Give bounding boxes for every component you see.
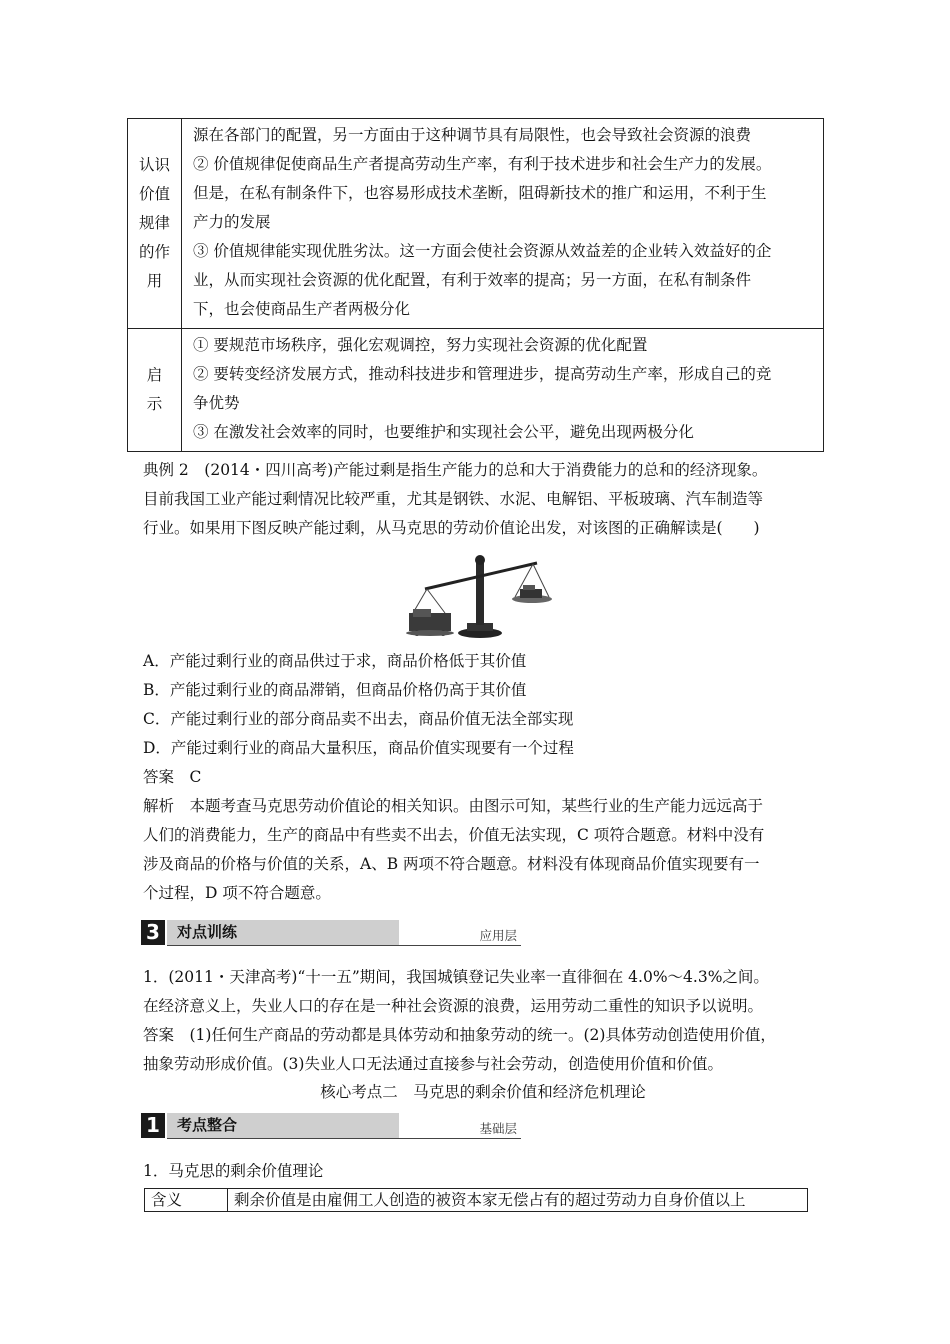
answer-options bbox=[143, 647, 823, 908]
row-label-line: 用 bbox=[146, 272, 163, 290]
content-line: ② 价值规律促使商品生产者提高劳动生产率，有利于技术进步和社会生产力的发展。 bbox=[193, 155, 772, 173]
row-label-line: 示 bbox=[146, 395, 163, 413]
item-title: 1．马克思的剩余价值理论 bbox=[143, 1162, 324, 1180]
row-label-line: 规律 bbox=[138, 214, 170, 232]
question-line: 1．(2011・天津高考)“十一五”期间，我国城镇登记失业率一直徘徊在 4.0%～4.3%之间。 bbox=[143, 968, 769, 986]
table-key-cell: 含义 bbox=[145, 1189, 228, 1212]
section-rule bbox=[167, 945, 521, 946]
value-law-table bbox=[127, 118, 824, 452]
section-header-practice bbox=[141, 920, 521, 946]
table-row bbox=[128, 119, 824, 329]
option-d: D．产能过剩行业的商品大量积压，商品价值实现要有一个过程 bbox=[143, 739, 574, 757]
content-line: ① 要规范市场秩序，强化宏观调控，努力实现社会资源的优化配置 bbox=[193, 336, 648, 354]
section-header-integration bbox=[141, 1113, 521, 1139]
question-line: 在经济意义上，失业人口的存在是一种社会资源的浪费，运用劳动二重性的知识予以说明。 bbox=[143, 997, 764, 1015]
practice-question bbox=[143, 963, 823, 1079]
row-content-inspiration bbox=[182, 329, 824, 452]
question-line: 行业。如果用下图反映产能过剩，从马克思的劳动价值论出发，对该图的正确解读是( ) bbox=[143, 519, 760, 537]
balance-scale-illustration bbox=[405, 551, 555, 639]
row-label-role bbox=[128, 119, 182, 329]
answer-line: 答案 C bbox=[143, 768, 202, 786]
table-row bbox=[128, 329, 824, 452]
content-line: 业，从而实现社会资源的优化配置，有利于效率的提高；另一方面，在私有制条件 bbox=[193, 271, 752, 289]
analysis-line: 涉及商品的价格与价值的关系，A、B 两项不符合题意。材料没有体现商品价值实现要有一 bbox=[143, 855, 760, 873]
content-line: ③ 价值规律能实现优胜劣汰。这一方面会使社会资源从效益差的企业转入效益好的企 bbox=[193, 242, 772, 260]
table-value-cell: 剩余价值是由雇佣工人创造的被资本家无偿占有的超过劳动力自身价值以上 bbox=[228, 1189, 808, 1212]
content-line: ③ 在激发社会效率的同时，也要维护和实现社会公平，避免出现两极分化 bbox=[193, 423, 694, 441]
section-title: 考点整合 bbox=[167, 1113, 399, 1138]
content-line: 争优势 bbox=[193, 394, 240, 412]
row-label-line: 认识 bbox=[138, 156, 170, 174]
question-line: 典例 2 (2014・四川高考)产能过剩是指生产能力的总和大于消费能力的总和的经济现象。 bbox=[143, 461, 768, 479]
answer-line: 答案 (1)任何生产商品的劳动都是具体劳动和抽象劳动的统一。(2)具体劳动创造使用价值， bbox=[143, 1026, 776, 1044]
row-label-line: 的作 bbox=[138, 243, 170, 261]
section-number: 3 bbox=[141, 920, 165, 945]
answer-line: 抽象劳动形成价值。(3)失业人口无法通过直接参与社会劳动，创造使用价值和价值。 bbox=[143, 1055, 723, 1073]
section-level: 应用层 bbox=[479, 928, 517, 943]
row-label-line: 启 bbox=[146, 366, 163, 384]
option-a: A．产能过剩行业的商品供过于求，商品价格低于其价值 bbox=[143, 652, 527, 670]
option-c: C．产能过剩行业的部分商品卖不出去，商品价值无法全部实现 bbox=[143, 710, 574, 728]
content-line: 但是，在私有制条件下，也容易形成技术垄断，阻碍新技术的推广和运用，不利于生 bbox=[193, 184, 767, 202]
row-label-inspiration bbox=[128, 329, 182, 452]
section-number: 1 bbox=[141, 1113, 165, 1138]
section-rule bbox=[167, 1138, 521, 1139]
content-line: 源在各部门的配置，另一方面由于这种调节具有局限性，也会导致社会资源的浪费 bbox=[193, 126, 752, 144]
table-row bbox=[145, 1189, 808, 1212]
option-b: B．产能过剩行业的商品滞销，但商品价格仍高于其价值 bbox=[143, 681, 527, 699]
analysis-line: 人们的消费能力，生产的商品中有些卖不出去，价值无法实现，C 项符合题意。材料中没有 bbox=[143, 826, 765, 844]
example-question bbox=[143, 456, 823, 543]
content-line: ② 要转变经济发展方式，推动科技进步和管理进步，提高劳动生产率，形成自己的竞 bbox=[193, 365, 772, 383]
content-line: 产力的发展 bbox=[193, 213, 271, 231]
content-line: 下，也会使商品生产者两极分化 bbox=[193, 300, 411, 318]
analysis-line: 个过程，D 项不符合题意。 bbox=[143, 884, 331, 902]
surplus-value-table bbox=[144, 1188, 808, 1212]
row-label-line: 价值 bbox=[138, 185, 170, 203]
analysis-line: 解析 本题考查马克思劳动价值论的相关知识。由图示可知，某些行业的生产能力远远高于 bbox=[143, 797, 764, 815]
core-topic-heading: 核心考点二 马克思的剩余价值和经济危机理论 bbox=[320, 1083, 646, 1101]
question-line: 目前我国工业产能过剩情况比较严重，尤其是钢铁、水泥、电解铝、平板玻璃、汽车制造等 bbox=[143, 490, 764, 508]
section-title: 对点训练 bbox=[167, 920, 399, 945]
row-content-role bbox=[182, 119, 824, 329]
section-level: 基础层 bbox=[479, 1121, 517, 1136]
